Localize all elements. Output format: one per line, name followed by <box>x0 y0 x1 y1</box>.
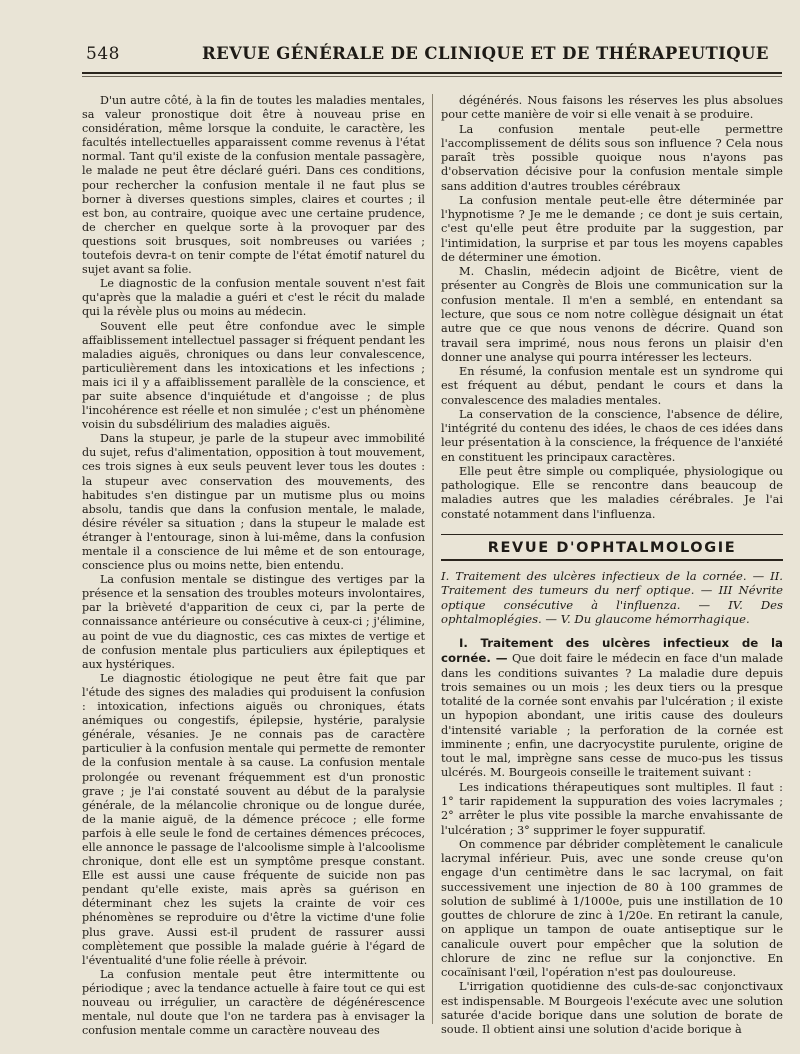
paragraph: Elle peut être simple ou compliquée, physiologique ou pathologique. Elle se rencontre dans beaucoup de maladies autres que les maladies cérébrales. Je l'ai constaté notamment dans l'influenza. <box>441 464 783 521</box>
paragraph: La confusion mentale peut être intermittente ou périodique ; avec la tendance actuelle à faire tout ce qui est nouveau ou irrégulier, un caractère de dégénérescence mentale, nul doute que l'on ne tardera pas à envisager la confusion mentale comme un caractère nouveau des <box>82 967 425 1038</box>
paragraph: La confusion mentale peut-elle être déterminée par l'hypnotisme ? Je me le demande ; ce dont je suis certain, c'est qu'elle peut être produite par la suggestion, par l'intimidation, la surprise et par tous les moyens capables de déterminer une émotion. <box>441 193 783 264</box>
paragraph: Le diagnostic étiologique ne peut être fait que par l'étude des signes des maladies qui produisent la confusion : intoxication, infections aiguës ou chroniques, états anémiques ou congestifs, épilepsie, hystérie, paralysie générale, vésanies. Je ne connais pas de caractère particulier à la confusion mentale qui permette de remonter de la confusion mentale à sa cause. La confusion mentale prolongée ou revenant fréquemment est d'un pronostic grave ; je l'ai constaté souvent au début de la paralysie générale, de la mélancolie chronique ou de longue durée, de la manie aiguë, de la démence précoce ; elle forme parfois à elle seule le fond de certaines démences précoces, elle annonce le passage de l'alcoolisme simple à l'alcoolisme chronique, dont elle est un symptôme presque constant. Elle est aussi une cause fréquente de suicide non pas pendant qu'elle existe, mais après sa guérison en déterminant chez les sujets la crainte de voir ces phénomènes se reproduire ou d'être la victime d'une folie plus grave. Aussi est-il prudent de rassurer aussi complètement que possible la malade guérie à l'égard de l'éventualité d'une folie réelle à prévoir. <box>82 671 425 967</box>
paragraph: En résumé, la confusion mentale est un syndrome qui est fréquent au début, pendant le cours et dans la convalescence des maladies mentales. <box>441 365 783 407</box>
paragraph: Le diagnostic de la confusion mentale souvent n'est fait qu'après que la maladie a guéri et c'est le récit du malade qui la révèle plus ou moins au médecin. <box>82 277 425 319</box>
section-summary: I. Traitement des ulcères infectieux de la cornée. — II. Traitement des tumeurs du nerf optique. — III Névrite optique consécutive à l'influenza. — IV. Des ophtalmoplégies. — V. Du glaucome hémorrhagique. <box>441 569 783 626</box>
paragraph: L'irrigation quotidienne des culs-de-sac conjonctivaux est indispensable. M Bourgeois l'exécute avec une solution saturée d'acide borique dans une solution de borate de soude. Il obtient ainsi une solution d'acide borique à <box>441 980 783 1037</box>
header-rule <box>82 72 782 74</box>
paragraph: La confusion mentale peut-elle permettre l'accomplissement de délits sous son influence ? Cela nous paraît très possible quoique nous n'ayons pas d'observation décisive pour la confusion mentale simple sans addition d'autres troubles cérébraux <box>441 122 783 193</box>
paragraph: Les indications thérapeutiques sont multiples. Il faut : 1° tarir rapidement la suppuration des voies lacrymales ; 2° arrêter le plus vite possible la marche envahissante de l'ulcération ; 3° supprimer le foyer suppuratif. <box>441 780 783 837</box>
running-title: REVUE GÉNÉRALE DE CLINIQUE ET DE THÉRAPEUTIQUE <box>202 44 769 63</box>
column-divider <box>432 94 433 1024</box>
paragraph: Souvent elle peut être confondue avec le simple affaiblissement intellectuel passager si fréquent pendant les maladies aiguës, chroniques ou dans leur convalescence, particulièrement dans les intoxications et les infections ; mais ici il y a affaiblissement parallèle de la conscience, et par suite absence d'inquiétude et d'angoisse ; de plus l'incohérence est réelle et non simulée ; c'est un phénomène voisin du subsdélirium des maladies aiguës. <box>82 319 425 432</box>
paragraph: Dans la stupeur, je parle de la stupeur avec immobilité du sujet, refus d'alimentation, opposition à tout mouvement, ces trois signes à eux seuls peuvent lever tous les doutes : la stupeur avec conservation des mouvements, des habitudes s'en distingue par un mutisme plus ou moins absolu, tandis que dans la confusion mentale, le malade, désire révéler sa situation ; dans la stupeur le malade est étranger à l'entourage, sinon à lui-même, dans la confusion mentale il a conscience de lui même et de son entourage, conscience plus ou moins nette, bien entendu. <box>82 432 425 573</box>
paragraph: On commence par débrider complètement le canalicule lacrymal inférieur. Puis, avec une sonde creuse qu'on engage d'un centimètre dans le sac lacrymal, on fait successivement une injection de 80 à 100 grammes de solution de sublimé à 1/1000e, puis une instillation de 10 gouttes de chlorure de zinc à 1/20e. En retirant la canule, on applique un tampon de ouate antiseptique sur le canalicule ouvert pour empêcher que la solution de chlorure de zinc ne reflue sur la conjonctive. En cocaïnisant l'œil, l'opération n'est pas douloureuse. <box>441 837 783 980</box>
page-number: 548 <box>86 44 120 64</box>
paragraph-text: Que doit faire le médecin en face d'un malade dans les conditions suivantes ? La maladie dure depuis trois semaines ou un mois ; les deux tiers ou la presque totalité de la cornée sont envahis par l'ulcération ; il existe un hypopion abondant, une iritis cause des douleurs d'intensité variable ; la perforation de la cornée est imminente ; enfin, une dacryocystite purulente, origine de tout le mal, imprègne sans cesse de muco-pus les tissus ulcérés. M. Bourgeois conseille le traitement suivant : <box>441 652 784 780</box>
section-ophtalmologie <box>441 534 783 626</box>
paragraph: M. Chaslin, médecin adjoint de Bicêtre, vient de présenter au Congrès de Blois une communication sur la confusion mentale. Il m'en a semblé, en entendant sa lecture, que sous ce nom notre collègue désignait un état autre que ce que nous venons de décrire. Quand son travail sera imprimé, nous nous ferons un plaisir d'en donner une analyse qui pourra intéresser les lecteurs. <box>441 265 783 364</box>
section-title: REVUE D'OPHTALMOLOGIE <box>487 539 737 556</box>
section-rule-bottom <box>441 559 783 561</box>
header-rule-thin <box>82 76 782 77</box>
paragraph: D'un autre côté, à la fin de toutes les maladies mentales, sa valeur pronostique doit être à nouveau prise en considération, même lorsque la conduite, le caractère, les facultés intellectuelles apparaissent comme revenus à l'état normal. Tant qu'il existe de la confusion mentale passagère, le malade ne peut être déclaré guéri. Dans ces conditions, pour rechercher la confusion mentale il ne faut plus se borner à diverses questions simples, claires et courtes ; il est bon, au contraire, quoique avec une certaine prudence, de chercher en quelque sorte à la provoquer par des questions soit brusques, soit nombreuses ou variées ; toutefois devra-t on tenir compte de l'état émotif naturel du sujet avant sa folie. <box>82 94 425 277</box>
section-rule-top <box>441 534 783 535</box>
section-subheading: I. Traitement des ulcères infectieux de la cornée. — <box>441 636 783 666</box>
paragraph: La conservation de la conscience, l'absence de délire, l'intégrité du contenu des idées, le chaos de ces idées dans leur présentation à la conscience, la fréquence de l'anxiété en constituent les principaux caractères. <box>441 407 783 464</box>
section-subheading-paragraph <box>441 636 783 781</box>
left-column <box>82 94 425 1038</box>
right-column <box>441 94 783 1037</box>
page-header <box>82 40 782 70</box>
paragraph: La confusion mentale se distingue des vertiges par la présence et la sensation des troubles moteurs involontaires, par la brièveté d'apparition de ceux ci, par la perte de connaissance antérieure ou consécutive à ceux-ci ; j'élimine, au point de vue du diagnostic, ces cas mixtes de vertige et de confusion mentale plus particuliers aux épileptiques et aux hystériques. <box>82 573 425 671</box>
paragraph: dégénérés. Nous faisons les réserves les plus absolues pour cette manière de voir si elle venait à se produire. <box>441 94 783 122</box>
